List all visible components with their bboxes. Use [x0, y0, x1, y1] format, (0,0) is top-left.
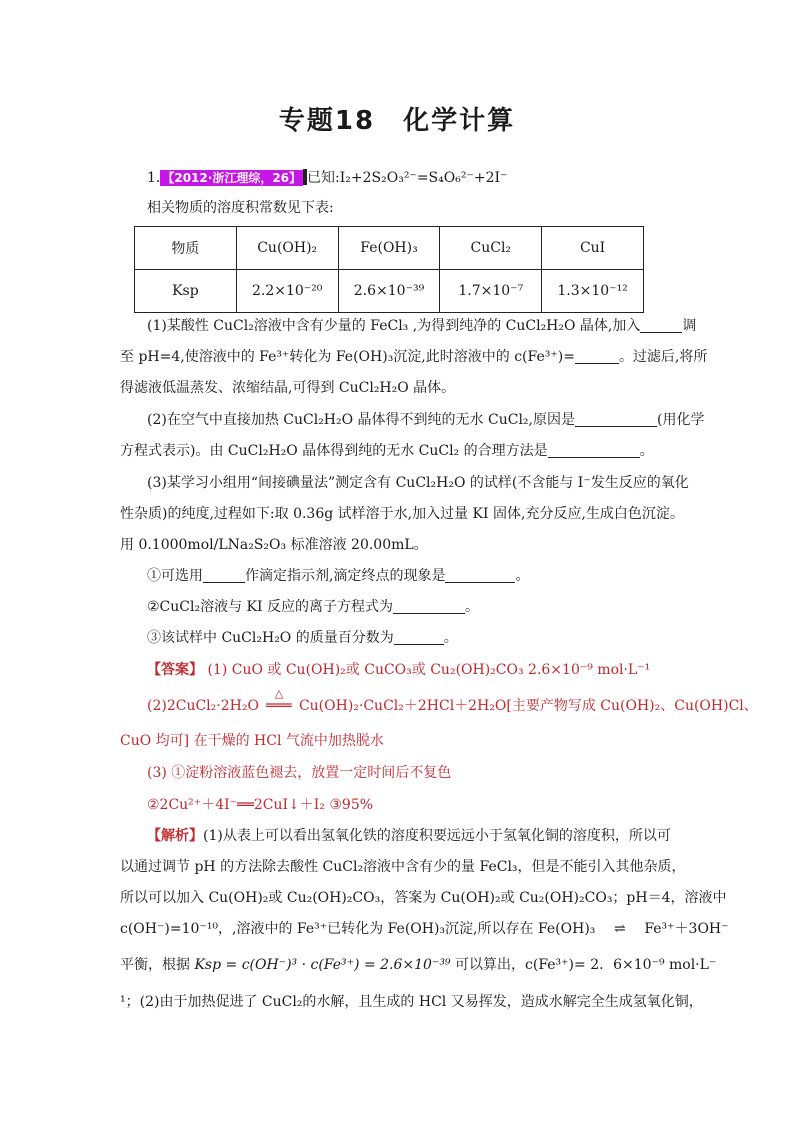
answer-line2: [147, 687, 758, 716]
analysis-label: 【解析】: [147, 828, 203, 844]
answer-line5: ②2Cu²⁺＋4I⁻══2CuI↓＋I₂ ③95%: [147, 797, 374, 813]
answer-label: 【答案】: [147, 662, 203, 678]
analysis-line6: ¹；(2)由于加热促进了 CuCl₂的水解，且生成的 HCl 又易挥发，造成水解完全生成氢氧化铜，: [120, 994, 703, 1010]
answer-blank: [575, 349, 619, 364]
question-header: [147, 168, 507, 188]
answer-blank: [548, 443, 640, 458]
answer-text: Cu(OH)₂·CuCl₂＋2HCl＋2H₂O[主要产物写成 Cu(OH)₂、Cu(OH)Cl、: [298, 698, 758, 714]
part1-line2: [120, 347, 707, 367]
subq2-text-end: 。: [464, 599, 479, 615]
answer-text: (2)2CuCl₂·2H₂O: [147, 698, 259, 714]
table-cell: 1.7×10⁻⁷: [440, 270, 542, 313]
subq3-text-end: 。: [443, 630, 458, 646]
ksp-formula: Ksp = c(OH⁻)³ · c(Fe³⁺) = 2.6×10⁻³⁹: [194, 957, 451, 973]
table-header-row: [135, 227, 644, 270]
part3-line2: 性杂质)的纯度,过程如下:取 0.36g 试样溶于水,加入过量 KI 固体,充分反应,生成白色沉淀。: [120, 506, 684, 522]
table-header-cell: CuCl₂: [440, 227, 542, 270]
analysis-text: 平衡，根据: [120, 957, 195, 973]
source-tag: 【2012·浙江理综，26】: [162, 171, 302, 185]
answer-line3: CuO 均可] 在干燥的 HCl 气流中加热脱水: [120, 733, 384, 749]
analysis-line2: 以通过调节 pH 的方法除去酸性 CuCl₂溶液中含有少的量 FeCl₃，但是不能引入其他杂质，: [120, 859, 686, 875]
heat-symbol: △: [274, 687, 284, 700]
table-header-cell: Fe(OH)₃: [338, 227, 440, 270]
answer-blank: [640, 318, 682, 333]
table-cell: 1.3×10⁻¹²: [542, 270, 644, 313]
answer-blank: [394, 630, 444, 645]
table-row-label: Ksp: [135, 270, 237, 313]
answer-line4: (3) ①淀粉溶液蓝色褪去，放置一定时间后不复色: [147, 765, 452, 781]
table-cell: 2.2×10⁻²⁰: [236, 270, 338, 313]
analysis-text: 可以算出，c(Fe³⁺)= 2．6×10⁻⁹ mol·L⁻: [450, 957, 717, 973]
answer-blank: [393, 599, 465, 614]
subq1: [147, 566, 529, 586]
part2-line1: [147, 410, 704, 430]
part2-text: 方程式表示)。由 CuCl₂H₂O 晶体得到纯的无水 CuCl₂ 的合理方法是: [120, 443, 548, 459]
table-intro: 相关物质的溶度积常数见下表:: [147, 200, 334, 216]
subq2: [147, 597, 479, 617]
part2-text-end: 。: [639, 443, 654, 459]
analysis-line5: [120, 955, 716, 975]
part1-text-end: 。过滤后,将所: [618, 349, 708, 365]
analysis-line1: [147, 826, 671, 846]
table-header-cell: 物质: [135, 227, 237, 270]
ksp-table: [134, 226, 644, 313]
answer-blank: [203, 568, 245, 583]
part2-line2: [120, 441, 654, 461]
part1-text-end: 调: [682, 318, 697, 334]
analysis-line4: [120, 919, 729, 939]
question-number: 1.: [147, 170, 161, 186]
part3-line3: 用 0.1000mol/LNa₂S₂O₃ 标准溶液 20.00mL。: [120, 537, 428, 553]
answer-blank: [445, 568, 515, 583]
table-header-cell: Cu(OH)₂: [236, 227, 338, 270]
subq1-text-end: 。: [515, 568, 530, 584]
subq3-text: ③该试样中 CuCl₂H₂O 的质量百分数为: [147, 630, 394, 646]
analysis-text: c(OH⁻)=10⁻¹⁰，,溶液中的 Fe³⁺已转化为 Fe(OH)₃沉淀,所以存在 Fe(OH)₃: [120, 921, 596, 937]
part1-text: (1)某酸性 CuCl₂溶液中含有少量的 FeCl₃ ,为得到纯净的 CuCl₂H₂O 晶体,加入: [147, 318, 641, 334]
part3-line1: (3)某学习小组用“间接碘量法”测定含有 CuCl₂H₂O 的试样(不含能与 I⁻发生反应的氧化: [147, 475, 689, 491]
table-cell: 2.6×10⁻³⁹: [338, 270, 440, 313]
answer-blank: [575, 412, 657, 427]
part1-text: 至 pH=4,使溶液中的 Fe³⁺转化为 Fe(OH)₃沉淀,此时溶液中的 c(Fe³⁺)=: [120, 349, 575, 365]
page-title: 专题18 化学计算: [278, 106, 516, 136]
equilibrium-arrow: ⇌: [613, 921, 626, 937]
part2-text: (2)在空气中直接加热 CuCl₂H₂O 晶体得不到纯的无水 CuCl₂,原因是: [147, 412, 575, 428]
part1-line3: 得滤液低温蒸发、浓缩结晶,可得到 CuCl₂H₂O 晶体。: [120, 380, 456, 396]
subq1-text: ①可选用: [147, 568, 203, 584]
answer-text: (1) CuO 或 Cu(OH)₂或 CuCO₃或 Cu₂(OH)₂CO₃ 2.6×10⁻⁹ mol·L⁻¹: [207, 662, 651, 678]
part2-text-end: (用化学: [657, 412, 705, 428]
subq1-text: 作滴定指示剂,滴定终点的现象是: [245, 568, 446, 584]
answer-line1: [147, 660, 650, 680]
analysis-text: (1)从表上可以看出氢氧化铁的溶度积要远远小于氢氧化铜的溶度积，所以可: [203, 828, 671, 844]
analysis-line3: 所以可以加入 Cu(OH)₂或 Cu₂(OH)₂CO₃，答案为 Cu(OH)₂或 Cu₂(OH)₂CO₃；pH＝4，溶液中: [120, 890, 727, 906]
analysis-text: Fe³⁺＋3OH⁻: [644, 921, 729, 937]
table-header-cell: CuI: [542, 227, 644, 270]
subq2-text: ②CuCl₂溶液与 KI 反应的离子方程式为: [147, 599, 393, 615]
heat-arrow: △ ═══: [259, 696, 299, 716]
part1-line1: [147, 316, 696, 336]
subq3: [147, 628, 458, 648]
given-equation: 已知:I₂+2S₂O₃²⁻=S₄O₆²⁻+2I⁻: [307, 170, 508, 186]
table-row: [135, 270, 644, 313]
